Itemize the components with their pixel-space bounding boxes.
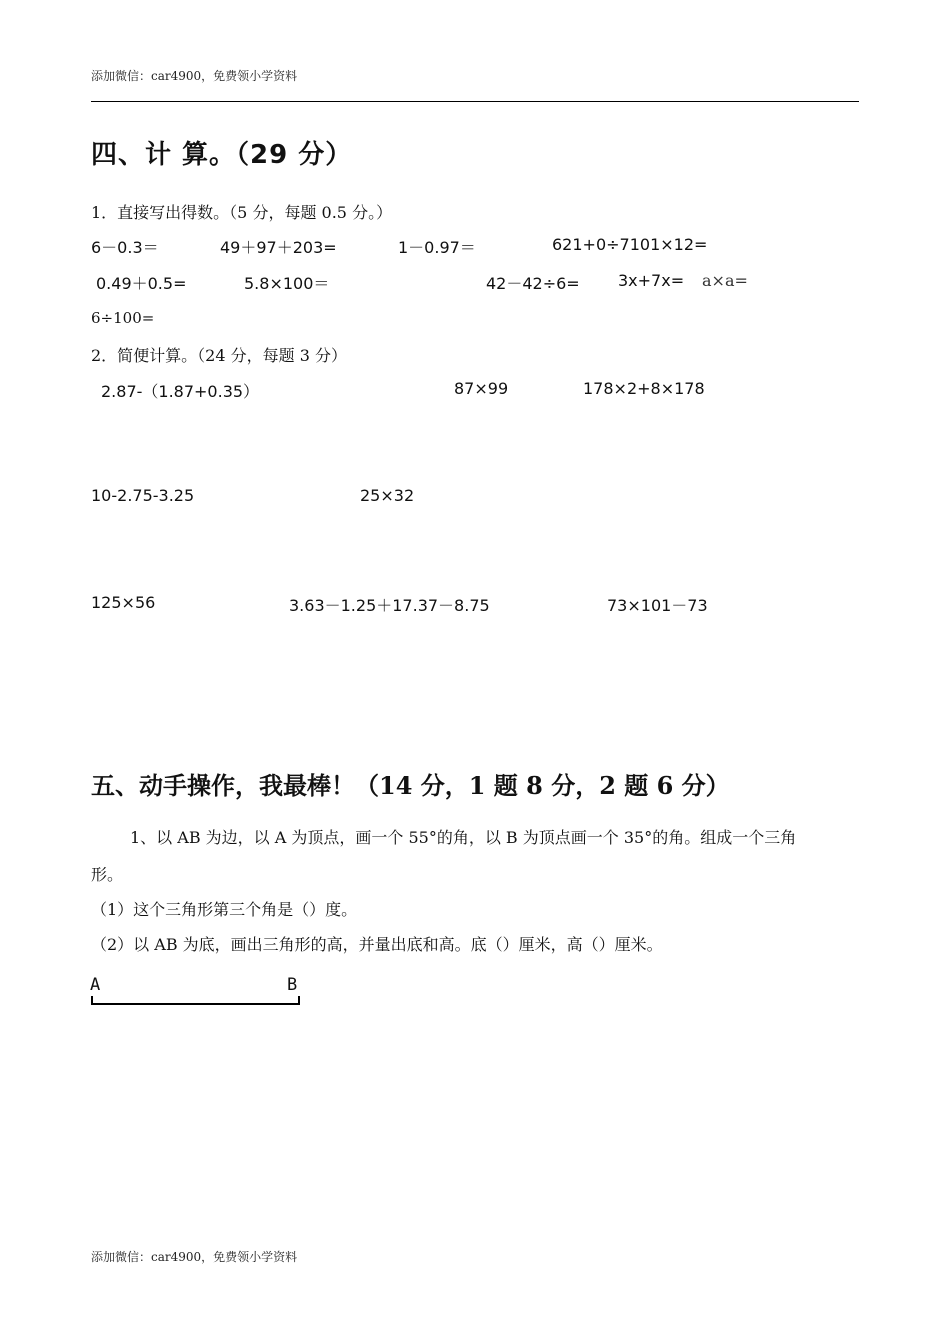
q5-sub-2: （2）以 AB 为底，画出三角形的高，并量出底和高。底（）厘米，高（）厘米。	[91, 935, 663, 954]
page-header: 添加微信：car4900，免费领小学资料	[91, 69, 298, 83]
q2-item: 3.63－1.25＋17.37－8.75	[289, 596, 490, 615]
q1-item: 621+0÷7101×12=	[552, 235, 708, 254]
q1-item: 5.8×100＝	[244, 274, 330, 293]
q2-title: 2．简便计算。（24 分，每题 3 分）	[91, 346, 347, 365]
q2-item: 25×32	[360, 486, 415, 505]
point-b-label: B	[287, 975, 298, 995]
q1-title: 1．直接写出得数。（5 分，每题 0.5 分。）	[91, 203, 393, 222]
header-divider	[91, 101, 859, 102]
q1-item: 42－42÷6=	[486, 274, 580, 293]
q1-item: 49＋97＋203=	[220, 238, 337, 257]
q5-sub-1: （1）这个三角形第三个角是（）度。	[91, 900, 358, 919]
q1-item: 6－0.3＝	[91, 238, 159, 257]
q2-item: 2.87-（1.87+0.35）	[101, 382, 260, 401]
section-5-title: 五、动手操作，我最棒！（14 分，1 题 8 分，2 题 6 分）	[91, 771, 730, 800]
segment-b-tick	[298, 996, 300, 1005]
page-footer: 添加微信：car4900，免费领小学资料	[91, 1250, 298, 1264]
section-4-title: 四、计 算。（29 分）	[91, 140, 353, 170]
q2-item: 125×56	[91, 593, 156, 612]
q2-item: 178×2+8×178	[583, 379, 705, 398]
segment-ab	[91, 1003, 300, 1005]
q2-item: 10-2.75-3.25	[91, 486, 195, 505]
q2-item: 73×101－73	[607, 596, 708, 615]
q1-item: a×a=	[702, 271, 748, 290]
q2-item: 87×99	[454, 379, 509, 398]
q1-item: 1－0.97＝	[398, 238, 476, 257]
q1-item: 3x+7x=	[618, 271, 685, 290]
q1-item: 0.49＋0.5=	[96, 274, 187, 293]
point-a-label: A	[90, 975, 101, 995]
q1-item: 6÷100=	[91, 309, 155, 327]
q5-1-text-cont: 形。	[91, 865, 124, 884]
segment-a-tick	[91, 996, 93, 1005]
q5-1-text: 1、以 AB 为边，以 A 为顶点，画一个 55°的角，以 B 为顶点画一个 35°的角。组成一个三角	[130, 828, 797, 847]
